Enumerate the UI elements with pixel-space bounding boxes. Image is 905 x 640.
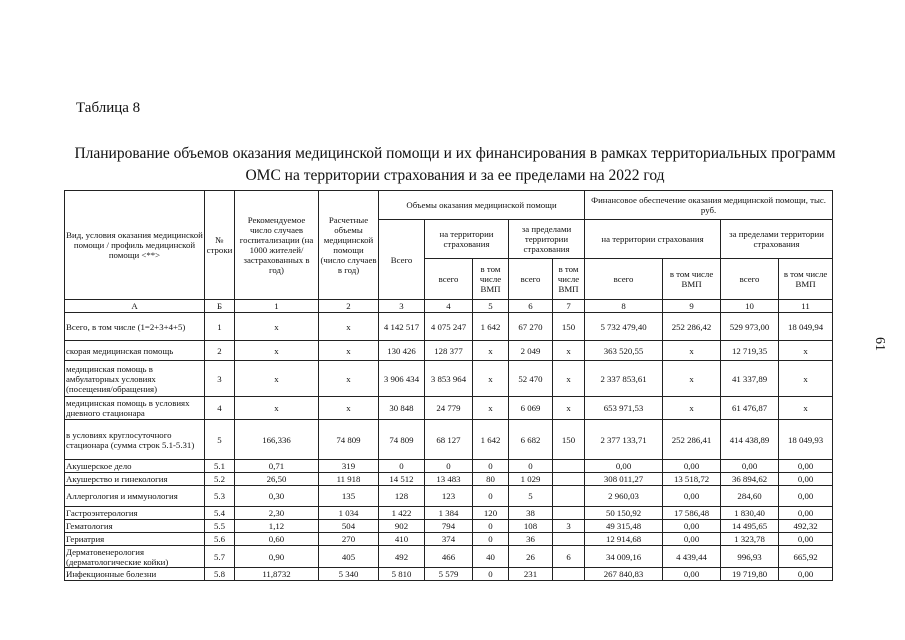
- title-line-2: ОМС на территории страхования и за ее пределами на 2022 год: [245, 167, 665, 184]
- table-cell: х: [319, 361, 379, 397]
- table-cell: 74 809: [379, 420, 425, 460]
- table-cell: 0,30: [235, 486, 319, 507]
- table-cell: х: [473, 397, 509, 420]
- row-label: Акушерство и гинекология: [65, 473, 205, 486]
- table-cell: 405: [319, 546, 379, 568]
- table-cell: 5.7: [205, 546, 235, 568]
- header-financing: Финансовое обеспечение оказания медицинской помощи, тыс. руб.: [585, 191, 833, 220]
- table-cell: 363 520,55: [585, 341, 663, 361]
- table-cell: 1 029: [509, 473, 553, 486]
- header-vmp: в том числе ВМП: [553, 259, 585, 300]
- table-cell: 120: [473, 507, 509, 520]
- table-cell: 3: [205, 361, 235, 397]
- table-cell: 0: [473, 533, 509, 546]
- table-cell: 0,00: [663, 568, 721, 581]
- table-cell: 40: [473, 546, 509, 568]
- index-cell: 8: [585, 300, 663, 313]
- table-cell: 14 495,65: [721, 520, 779, 533]
- table-cell: 374: [425, 533, 473, 546]
- table-cell: 0,00: [663, 460, 721, 473]
- index-cell: 10: [721, 300, 779, 313]
- table-cell: 0: [473, 568, 509, 581]
- table-cell: 1 323,78: [721, 533, 779, 546]
- table-cell: 414 438,89: [721, 420, 779, 460]
- table-cell: 61 476,87: [721, 397, 779, 420]
- table-row: [65, 397, 833, 420]
- table-row: [65, 341, 833, 361]
- table-cell: х: [235, 341, 319, 361]
- table-cell: 5.2: [205, 473, 235, 486]
- row-label: Всего, в том числе (1=2+3+4+5): [65, 313, 205, 341]
- table-cell: 5: [205, 420, 235, 460]
- row-label: Гастроэнтерология: [65, 507, 205, 520]
- table-cell: 0,00: [663, 486, 721, 507]
- table-cell: 2,30: [235, 507, 319, 520]
- index-row: [65, 300, 833, 313]
- table-body: [65, 313, 833, 581]
- table-cell: 18 049,93: [779, 420, 833, 460]
- header-col-1: Рекомендуемое число случаев госпитализации (на 1000 жителей/ застрахованных в год): [235, 191, 319, 300]
- table-cell: 80: [473, 473, 509, 486]
- table-cell: 26: [509, 546, 553, 568]
- table-cell: 319: [319, 460, 379, 473]
- table-cell: 38: [509, 507, 553, 520]
- table-cell: 996,93: [721, 546, 779, 568]
- table-cell: х: [235, 397, 319, 420]
- table-cell: 794: [425, 520, 473, 533]
- table-cell: 1: [205, 313, 235, 341]
- table-cell: 492,32: [779, 520, 833, 533]
- table-row: [65, 533, 833, 546]
- header-in-territory: на территории страхования: [425, 220, 509, 259]
- table-cell: 4 439,44: [663, 546, 721, 568]
- row-label: Гериатрия: [65, 533, 205, 546]
- table-cell: 13 483: [425, 473, 473, 486]
- table-row: [65, 361, 833, 397]
- index-cell: 6: [509, 300, 553, 313]
- table-header: [65, 191, 833, 313]
- table-cell: х: [553, 341, 585, 361]
- header-col-2: Расчетные объемы медицинской помощи (число случаев в год): [319, 191, 379, 300]
- table-row: [65, 546, 833, 568]
- table-cell: 3: [553, 520, 585, 533]
- table-cell: 0,00: [663, 533, 721, 546]
- header-volumes: Объемы оказания медицинской помощи: [379, 191, 585, 220]
- table-cell: 4 075 247: [425, 313, 473, 341]
- planning-table: [64, 190, 833, 581]
- header-col-a: Вид, условия оказания медицинской помощи / профиль медицинской помощи <**>: [65, 191, 205, 300]
- table-cell: х: [663, 341, 721, 361]
- table-cell: 267 840,83: [585, 568, 663, 581]
- table-row: [65, 313, 833, 341]
- table-cell: 12 914,68: [585, 533, 663, 546]
- index-cell: 4: [425, 300, 473, 313]
- table-cell: 135: [319, 486, 379, 507]
- table-cell: х: [779, 361, 833, 397]
- table-title: [60, 143, 850, 187]
- table-cell: х: [235, 361, 319, 397]
- table-cell: 34 009,16: [585, 546, 663, 568]
- table-cell: 3 906 434: [379, 361, 425, 397]
- table-cell: 49 315,48: [585, 520, 663, 533]
- table-cell: 18 049,94: [779, 313, 833, 341]
- table-cell: х: [473, 341, 509, 361]
- table-row: [65, 460, 833, 473]
- table-cell: 11,8732: [235, 568, 319, 581]
- table-cell: 0,00: [779, 507, 833, 520]
- index-cell: А: [65, 300, 205, 313]
- table-cell: 0,71: [235, 460, 319, 473]
- table-cell: 12 719,35: [721, 341, 779, 361]
- row-label: скорая медицинская помощь: [65, 341, 205, 361]
- table-cell: 1 830,40: [721, 507, 779, 520]
- table-cell: 2: [205, 341, 235, 361]
- row-label: Гематология: [65, 520, 205, 533]
- table-cell: 166,336: [235, 420, 319, 460]
- table-cell: 68 127: [425, 420, 473, 460]
- table-cell: 4: [205, 397, 235, 420]
- table-cell: [553, 533, 585, 546]
- header-outside: за пределами территории страхования: [509, 220, 585, 259]
- index-cell: 7: [553, 300, 585, 313]
- header-vmp-fin: в том числе ВМП: [663, 259, 721, 300]
- row-label: Акушерское дело: [65, 460, 205, 473]
- table-cell: 128 377: [425, 341, 473, 361]
- table-cell: 0: [379, 460, 425, 473]
- header-vsego: всего: [509, 259, 553, 300]
- table-cell: 284,60: [721, 486, 779, 507]
- index-cell: 1: [235, 300, 319, 313]
- table-cell: 0,00: [779, 473, 833, 486]
- table-cell: 0: [473, 460, 509, 473]
- table-cell: 128: [379, 486, 425, 507]
- table-cell: 36: [509, 533, 553, 546]
- table-cell: 26,50: [235, 473, 319, 486]
- table-cell: 0,60: [235, 533, 319, 546]
- table-cell: 252 286,41: [663, 420, 721, 460]
- table-cell: [553, 486, 585, 507]
- header-in-territory-fin: на территории страхования: [585, 220, 721, 259]
- table-number: Таблица 8: [76, 100, 141, 116]
- table-cell: 1 034: [319, 507, 379, 520]
- table-cell: 74 809: [319, 420, 379, 460]
- table-row: [65, 507, 833, 520]
- table-cell: х: [779, 397, 833, 420]
- table-cell: 11 918: [319, 473, 379, 486]
- row-label: медицинская помощь в условиях дневного стационара: [65, 397, 205, 420]
- header-vmp-fin: в том числе ВМП: [779, 259, 833, 300]
- table-cell: 13 518,72: [663, 473, 721, 486]
- table-cell: 0: [473, 486, 509, 507]
- table-cell: 270: [319, 533, 379, 546]
- table-cell: 30 848: [379, 397, 425, 420]
- table-cell: 5 340: [319, 568, 379, 581]
- table-cell: [553, 568, 585, 581]
- table-cell: 2 337 853,61: [585, 361, 663, 397]
- row-label: в условиях круглосуточного стационара (сумма строк 5.1-5.31): [65, 420, 205, 460]
- table-cell: 231: [509, 568, 553, 581]
- table-cell: 5.5: [205, 520, 235, 533]
- table-cell: 3 853 964: [425, 361, 473, 397]
- table-cell: 308 011,27: [585, 473, 663, 486]
- table-cell: 0: [473, 520, 509, 533]
- table-row: [65, 420, 833, 460]
- header-total: Всего: [379, 220, 425, 300]
- table-cell: 1 642: [473, 420, 509, 460]
- table-row: [65, 568, 833, 581]
- table-cell: 6 682: [509, 420, 553, 460]
- table-cell: 50 150,92: [585, 507, 663, 520]
- table-cell: х: [553, 361, 585, 397]
- table-cell: 1 422: [379, 507, 425, 520]
- header-vsego: всего: [425, 259, 473, 300]
- table-cell: 0,00: [779, 486, 833, 507]
- table-cell: 24 779: [425, 397, 473, 420]
- table-cell: 123: [425, 486, 473, 507]
- table-cell: 410: [379, 533, 425, 546]
- table-cell: 150: [553, 420, 585, 460]
- table-cell: 0,00: [585, 460, 663, 473]
- table-cell: 0,00: [663, 520, 721, 533]
- table-cell: 665,92: [779, 546, 833, 568]
- table-cell: 150: [553, 313, 585, 341]
- index-cell: Б: [205, 300, 235, 313]
- row-label: Дерматовенерология (дерматологические койки): [65, 546, 205, 568]
- title-line-1: Планирование объемов оказания медицинской помощи и их финансирования в рамках территориальных программ: [74, 145, 836, 162]
- table-cell: 0,00: [721, 460, 779, 473]
- table-cell: [553, 473, 585, 486]
- table-cell: 5: [509, 486, 553, 507]
- table-cell: х: [553, 397, 585, 420]
- table-cell: 5.3: [205, 486, 235, 507]
- index-cell: 2: [319, 300, 379, 313]
- table-row: [65, 473, 833, 486]
- table-cell: 0,90: [235, 546, 319, 568]
- table-cell: 1,12: [235, 520, 319, 533]
- row-label: медицинская помощь в амбулаторных условиях (посещения/обращения): [65, 361, 205, 397]
- table-cell: х: [319, 397, 379, 420]
- table-cell: 5.4: [205, 507, 235, 520]
- table-cell: 4 142 517: [379, 313, 425, 341]
- table-cell: 5.6: [205, 533, 235, 546]
- table-cell: х: [235, 313, 319, 341]
- header-outside-fin: за пределами территории страхования: [721, 220, 833, 259]
- table-cell: х: [779, 341, 833, 361]
- table-cell: 2 960,03: [585, 486, 663, 507]
- table-cell: 5.1: [205, 460, 235, 473]
- table-cell: 1 642: [473, 313, 509, 341]
- table-cell: 36 894,62: [721, 473, 779, 486]
- table-cell: 0,00: [779, 568, 833, 581]
- table-cell: 2 377 133,71: [585, 420, 663, 460]
- table-cell: 6 069: [509, 397, 553, 420]
- table-cell: 5 579: [425, 568, 473, 581]
- index-cell: 5: [473, 300, 509, 313]
- table-cell: х: [473, 361, 509, 397]
- table-cell: 653 971,53: [585, 397, 663, 420]
- row-label: Аллергология и иммунология: [65, 486, 205, 507]
- table-cell: 0,00: [779, 460, 833, 473]
- table-cell: 902: [379, 520, 425, 533]
- table-cell: 5 810: [379, 568, 425, 581]
- table-cell: 41 337,89: [721, 361, 779, 397]
- table-cell: 529 973,00: [721, 313, 779, 341]
- index-cell: 3: [379, 300, 425, 313]
- header-vsego-fin: всего: [585, 259, 663, 300]
- table-cell: 0: [425, 460, 473, 473]
- table-cell: х: [663, 361, 721, 397]
- row-label: Инфекционные болезни: [65, 568, 205, 581]
- table-cell: 52 470: [509, 361, 553, 397]
- index-cell: 9: [663, 300, 721, 313]
- table-cell: х: [663, 397, 721, 420]
- table-cell: 0,00: [779, 533, 833, 546]
- header-vmp: в том числе ВМП: [473, 259, 509, 300]
- header-vsego-fin: всего: [721, 259, 779, 300]
- table-cell: 14 512: [379, 473, 425, 486]
- table-cell: 108: [509, 520, 553, 533]
- table-cell: [553, 507, 585, 520]
- table-cell: 5.8: [205, 568, 235, 581]
- table-cell: [553, 460, 585, 473]
- table-cell: х: [319, 341, 379, 361]
- table-cell: 0: [509, 460, 553, 473]
- table-row: [65, 486, 833, 507]
- page-number: 61: [872, 337, 887, 351]
- header-col-b: № строки: [205, 191, 235, 300]
- table-cell: 19 719,80: [721, 568, 779, 581]
- table-cell: 1 384: [425, 507, 473, 520]
- table-cell: 252 286,42: [663, 313, 721, 341]
- table-cell: 6: [553, 546, 585, 568]
- table-cell: 2 049: [509, 341, 553, 361]
- table-cell: 466: [425, 546, 473, 568]
- table-cell: 67 270: [509, 313, 553, 341]
- index-cell: 11: [779, 300, 833, 313]
- table-cell: 17 586,48: [663, 507, 721, 520]
- table-cell: 5 732 479,40: [585, 313, 663, 341]
- table-cell: х: [319, 313, 379, 341]
- table-cell: 130 426: [379, 341, 425, 361]
- table-cell: 504: [319, 520, 379, 533]
- table-row: [65, 520, 833, 533]
- table-cell: 492: [379, 546, 425, 568]
